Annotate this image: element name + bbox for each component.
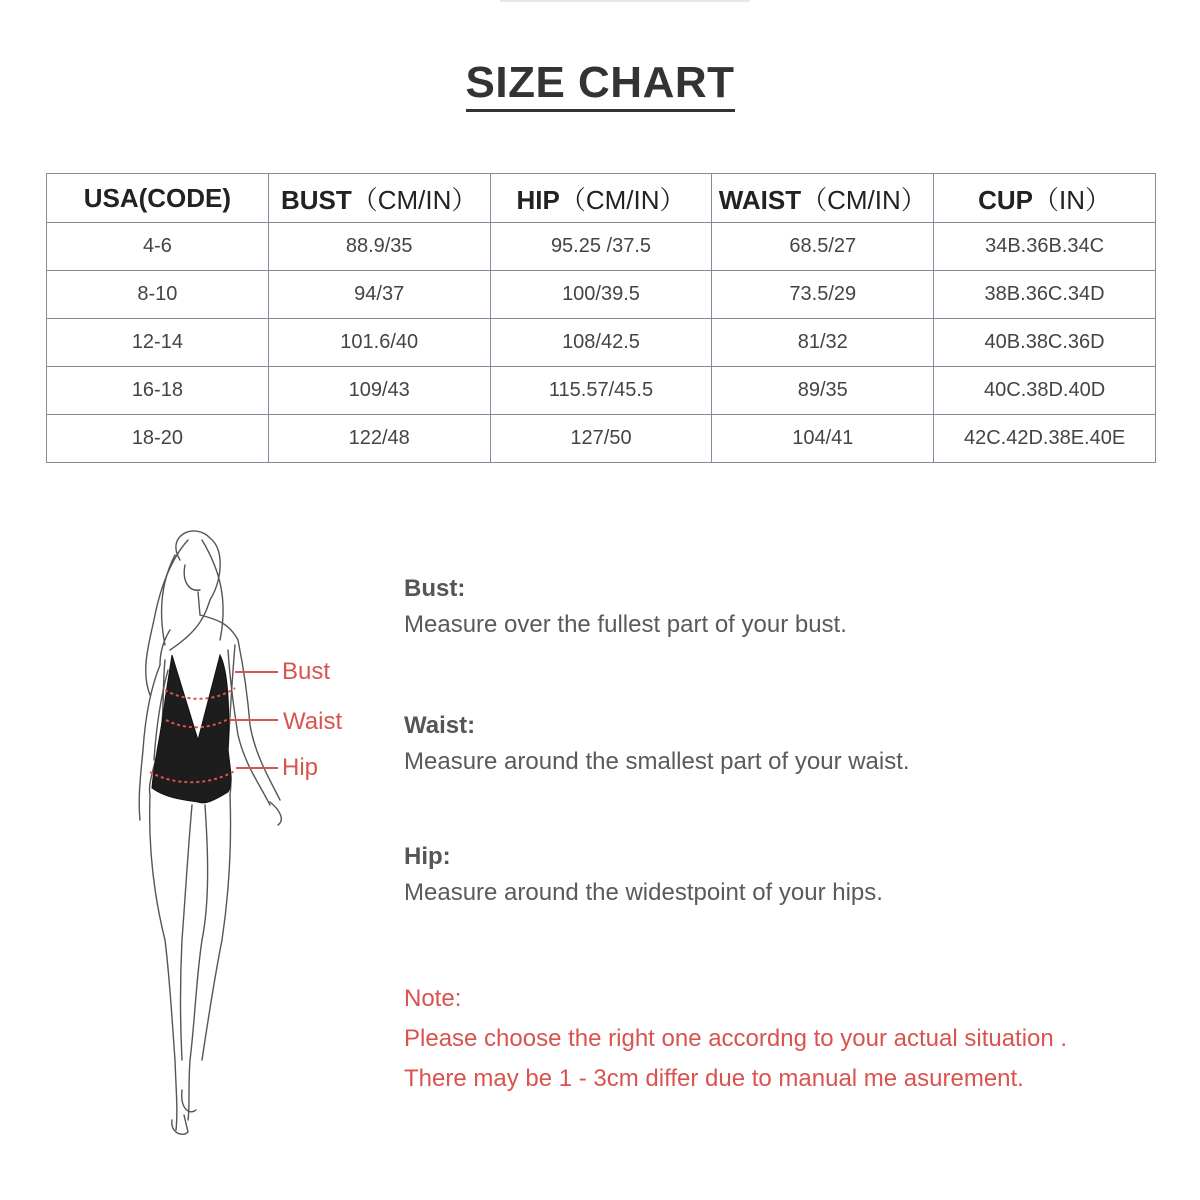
table-cell: 4-6 [47,223,269,271]
figure-label-hip: Hip [282,754,319,781]
table-cell: 94/37 [268,271,490,319]
table-cell: 100/39.5 [490,271,712,319]
note-line-1: Please choose the right one accordng to your actual situation . [404,1025,1068,1052]
table-cell: 34B.36B.34C [934,223,1156,271]
table-cell: 38B.36C.34D [934,271,1156,319]
table-cell: 73.5/29 [712,271,934,319]
table-cell: 109/43 [268,367,490,415]
table-row [47,223,1156,271]
hip-text: Measure around the widestpoint of your hips. [404,879,883,906]
header-hip: HIP（CM/IN） [490,174,712,223]
page-title-text: SIZE CHART [466,58,735,112]
table-cell: 95.25 /37.5 [490,223,712,271]
header-cup: CUP（IN） [934,174,1156,223]
table-cell: 42C.42D.38E.40E [934,415,1156,463]
header-waist: WAIST（CM/IN） [712,174,934,223]
model-figure [110,520,370,1150]
table-cell: 108/42.5 [490,319,712,367]
table-cell: 40B.38C.36D [934,319,1156,367]
waist-heading: Waist: [404,712,476,739]
bust-text: Measure over the fullest part of your bust. [404,611,847,638]
model-sketch-illustration [110,520,370,1150]
figure-label-bust: Bust [282,658,331,685]
table-row [47,319,1156,367]
table-cell: 8-10 [47,271,269,319]
hip-instruction [404,843,883,907]
waist-instruction [404,712,910,776]
table-cell: 101.6/40 [268,319,490,367]
table-cell: 81/32 [712,319,934,367]
table-cell: 40C.38D.40D [934,367,1156,415]
table-cell: 68.5/27 [712,223,934,271]
table-cell: 88.9/35 [268,223,490,271]
size-table [46,173,1156,463]
top-divider [500,0,750,2]
bust-heading: Bust: [404,575,466,602]
table-header-row [47,174,1156,223]
table-cell: 127/50 [490,415,712,463]
note-heading: Note: [404,985,462,1012]
waist-text: Measure around the smallest part of your waist. [404,748,910,775]
table-row [47,415,1156,463]
note-block [404,985,1067,1105]
table-cell: 18-20 [47,415,269,463]
table-row [47,271,1156,319]
table-row [47,367,1156,415]
hip-heading: Hip: [404,843,451,870]
page-title [0,58,1200,108]
table-cell: 115.57/45.5 [490,367,712,415]
table-cell: 104/41 [712,415,934,463]
header-usa-code: USA(CODE) [47,174,269,223]
table-cell: 16-18 [47,367,269,415]
note-line-2: There may be 1 - 3cm differ due to manual me asurement. [404,1065,1024,1092]
figure-label-waist: Waist [283,708,343,735]
header-bust: BUST（CM/IN） [268,174,490,223]
table-cell: 122/48 [268,415,490,463]
table-cell: 12-14 [47,319,269,367]
table-cell: 89/35 [712,367,934,415]
bust-instruction [404,575,847,639]
